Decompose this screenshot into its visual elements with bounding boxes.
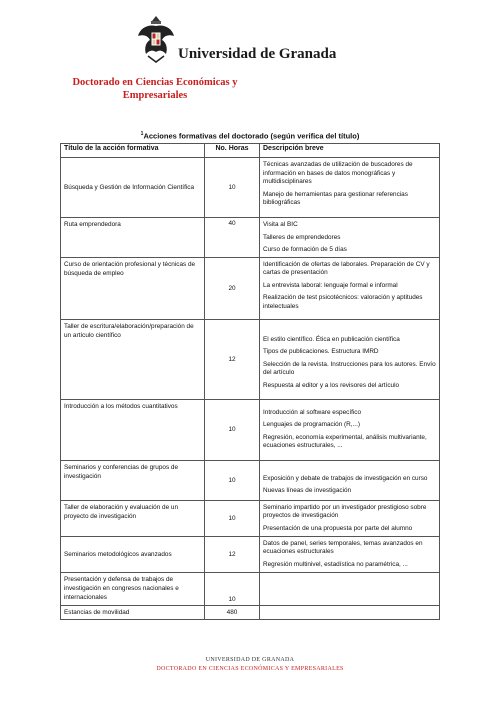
description-item: Presentación de una propuesta por parte del alumno <box>263 524 413 532</box>
row-title: Estancias de movilidad <box>61 605 205 619</box>
description-item: La entrevista laboral: lenguaje formal e informal <box>263 281 398 289</box>
table-row <box>61 536 440 572</box>
header-description: Descripción breve <box>260 144 440 158</box>
row-hours: 20 <box>205 257 260 319</box>
row-description <box>260 257 440 319</box>
description-item: Identificación de ofertas de laborales. Preparación de CV y cartas de presentación <box>263 260 430 276</box>
row-title: Seminarios metodológicos avanzados <box>61 536 205 572</box>
row-title: Seminarios y conferencias de grupos de investigación <box>61 460 205 500</box>
university-coat-of-arms-icon <box>136 14 176 64</box>
description-item: Tipos de publicaciones. Estructura IMRD <box>263 348 379 355</box>
row-description <box>260 218 440 258</box>
description-item: Lenguajes de programación (R,...) <box>263 421 360 428</box>
row-title: Introducción a los métodos cuantitativos <box>61 399 205 460</box>
header-hours: No. Horas <box>205 144 260 158</box>
table-header-row <box>61 144 440 158</box>
row-hours: 12 <box>205 536 260 572</box>
row-hours: 10 <box>205 460 260 500</box>
description-item: Técnicas avanzadas de utilización de buscadores de información en bases de datos monográficas y multidisciplinares <box>263 161 413 185</box>
table-row <box>61 257 440 319</box>
caption-text: Acciones formativas del doctorado (según verifica del título) <box>143 131 360 141</box>
table-row <box>61 605 440 619</box>
table-row <box>61 500 440 536</box>
row-title: Búsqueda y Gestión de Información Científica <box>61 158 205 218</box>
row-hours: 480 <box>205 605 260 619</box>
description-item: Realización de test psicotécnicos: valoración y aptitudes intelectuales <box>263 294 423 310</box>
description-item: Manejo de herramientas para gestionar referencias bibliográficas <box>263 190 408 206</box>
row-description <box>260 399 440 460</box>
description-item: Introducción al software específico <box>263 408 362 416</box>
table-row <box>61 399 440 460</box>
row-description <box>260 500 440 536</box>
page-footer <box>0 656 500 674</box>
description-item: Talleres de emprendedores <box>263 233 341 241</box>
university-name: Universidad de Granada <box>178 46 337 62</box>
row-description <box>260 605 440 619</box>
description-item: El estilo científico. Ética en publicación científica <box>263 335 400 343</box>
description-item: Nuevas líneas de investigación <box>263 487 352 494</box>
caption-superscript: 1 <box>140 131 144 137</box>
row-hours: 40 <box>205 218 260 258</box>
row-title: Curso de orientación profesional y técnicas de búsqueda de empleo <box>61 257 205 319</box>
row-description <box>260 536 440 572</box>
table-caption <box>60 131 440 141</box>
row-description <box>260 460 440 500</box>
description-item: Regresión multinivel, estadística no paramétrica, ... <box>263 560 408 568</box>
table-row <box>61 460 440 500</box>
footer-university: UNIVERSIDAD DE GRANADA <box>205 657 295 663</box>
training-actions-table <box>60 143 440 620</box>
table-row <box>61 158 440 218</box>
row-description <box>260 158 440 218</box>
row-description <box>260 572 440 605</box>
row-hours: 12 <box>205 319 260 399</box>
table-row <box>61 218 440 258</box>
description-item: Visita al BIC <box>263 221 298 228</box>
table-row <box>61 572 440 605</box>
footer-program: DOCTORADO EN CIENCIAS ECONÓMICAS Y EMPRESARIALES <box>156 666 344 672</box>
program-name-line-2: Empresariales <box>122 90 188 101</box>
row-hours: 10 <box>205 158 260 218</box>
row-title: Presentación y defensa de trabajos de investigación en congresos nacionales e internacionales <box>61 572 205 605</box>
row-title: Ruta emprendedora <box>61 218 205 258</box>
row-description <box>260 319 440 399</box>
program-name-line-1: Doctorado en Ciencias Económicas y <box>72 77 238 88</box>
row-title: Taller de escritura/elaboración/preparación de un artículo científico <box>61 319 205 399</box>
description-item: Respuesta al editor y a los revisores del artículo <box>263 381 400 389</box>
description-item: Curso de formación de 5 días <box>263 246 347 253</box>
header-title: Título de la acción formativa <box>61 144 205 158</box>
description-item: Regresión, economía experimental, análisis multivariante, ecuaciones estructurales, ... <box>263 433 427 449</box>
description-item: Datos de panel, series temporales, temas avanzados en ecuaciones estructurales <box>263 539 423 555</box>
row-hours: 10 <box>205 500 260 536</box>
row-hours: 10 <box>205 572 260 605</box>
description-item: Exposición y debate de trabajos de investigación en curso <box>263 474 428 482</box>
row-title: Taller de elaboración y evaluación de un proyecto de investigación <box>61 500 205 536</box>
description-item: Selección de la revista. Instrucciones para los autores. Envío del artículo <box>263 360 436 376</box>
description-item: Seminario impartido por un investigador prestigioso sobre proyectos de investigación <box>263 503 427 519</box>
table-row <box>61 319 440 399</box>
row-hours: 10 <box>205 399 260 460</box>
program-name <box>60 76 250 102</box>
